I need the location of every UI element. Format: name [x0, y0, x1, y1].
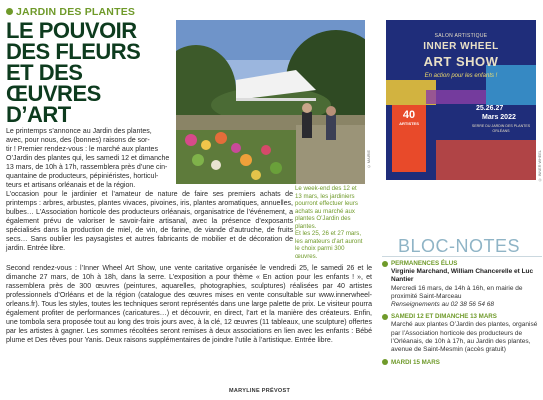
body-line: avec, pour nous, des (bonnes) raisons de sor-: [6, 136, 150, 144]
bullet-dot-icon: [382, 314, 388, 320]
bloc-line: Mercredi 16 mars, de 14h à 16h, en mairie de proximité Saint-Marceau: [391, 284, 523, 300]
bloc-head-text: MARDI 15 MARS: [391, 358, 440, 366]
poster-count: 40: [402, 109, 416, 121]
article-body-second: [6, 265, 372, 346]
bloc-item-head: [382, 313, 542, 320]
article-body: [6, 128, 362, 191]
bullet-dot-icon: [382, 261, 388, 267]
photo-credit: © MAIRIE: [367, 150, 371, 169]
author-byline: MARYLINE PRÉVOST: [229, 388, 291, 394]
headline-line: D’ART: [6, 102, 71, 127]
bullet-dot-icon: [382, 359, 388, 365]
poster-artist-count: [392, 105, 426, 172]
poster-credit: © INNER WHEEL: [538, 150, 542, 182]
poster-venue: SERRE DU JARDIN DES PLANTES ORLÉANS: [471, 124, 531, 133]
body-paragraph: Second rendez-vous : l’Inner Wheel Art Show, une vente caritative organisée le vendredi 25, le samedi 26 et le dimanche 27 mars, de 10h à 18h, dans la serre. L’exposition a pour thème « En action pour les enfants ! », et rassemblera près de 300 œuvres (peintures, aquarelles, photographies, sculptures) réalisées par 40 artistes professionnels d’Orléans et de la région (catalogue des œuvres mises en vente consultable sur www.innerwheel-orleans.fr). Tous les styles, toutes les techniques seront représentés dans une large palette de prix. Le visiteur pourra également profiter de performances (caricatures…) et découvrir, en direct, l’art et la manière des créateurs. Enfin, une tombola sera proposée tout au long des trois jours avec, à la clé, 12 œuvres (11 tableaux, une sculpture) offertes par les artistes à gagner. Les sommes récoltées seront remises à deux associations en lien avec les enfants : Bébé plume et Des rêves pour Yanis. Deux raisons supplémentaires de joindre l’utile à l’artistique. Entrée libre.: [6, 265, 372, 344]
bloc-line: Renseignements au 02 38 56 54 68: [391, 301, 494, 309]
body-line: 13 mars, de 10h à 17h, rassemblera près d’une cin-: [6, 163, 168, 171]
body-line: O’Jardin des plantes qui, les samedi 12 et dimanche: [6, 154, 170, 162]
bloc-item-head: [382, 260, 542, 267]
body-line: Le printemps s’annonce au Jardin des plantes,: [6, 128, 152, 135]
article-intro: [6, 128, 174, 191]
poster-count-label: ARTISTES: [399, 121, 419, 126]
poster-title: INNER WHEEL: [423, 41, 499, 52]
headline-line: LE POUVOIR: [6, 18, 137, 43]
bloc-item-head: [382, 359, 542, 366]
caption-line: Le week-end des 12 et 13 mars, les jardiniers pourront effectuer leurs achats au marché aux plantes O’Jardin des plantes.: [295, 185, 358, 230]
body-paragraph: L’occasion pour le jardinier et l’amateur de nature de faire ses premiers achats de printemps : arbres, arbustes, plantes vivaces, pivoines, iris, plantes aromatiques, annuelles, bulbes… L’Association horticole des producteurs orléanais, organisatrice de l’événement, a également prévu de valoriser le savoir-faire artisanal, avec la présence d’exposants spécialisés dans la production de miel, de vin, de farine, de viande d’autruche, de fruits secs… Sans oublier les paysagistes et autres fabricants de mobilier et de décoration de jardin. Entrée libre.: [6, 191, 293, 252]
headline-line: DES FLEURS: [6, 39, 141, 64]
bloc-item-body: [382, 321, 542, 354]
art-show-poster: [386, 20, 536, 180]
article-headline: [6, 20, 176, 125]
article-body-continued: [6, 191, 293, 254]
bloc-divider: [382, 256, 542, 257]
poster-title: ART SHOW: [423, 54, 499, 69]
headline-line: ET DES ŒUVRES: [6, 60, 101, 106]
bloc-head-text: PERMANENCES ÉLUS: [391, 260, 458, 267]
bloc-notes: [382, 260, 542, 367]
bloc-item-body: [382, 268, 542, 309]
bullet-dot-icon: [6, 8, 13, 15]
photo-caption: [295, 185, 365, 260]
section-kicker: [6, 6, 135, 18]
body-line: quantaine de producteurs, pépiniéristes, horticul-: [6, 172, 159, 180]
kicker-text: JARDIN DES PLANTES: [16, 6, 136, 18]
body-line: teurs et artisans orléanais et de la région.: [6, 181, 136, 189]
bloc-line: Virginie Marchand, William Chancerelle et Luc Nantier: [391, 268, 534, 284]
poster-year: Mars 2022: [482, 114, 516, 121]
poster-subtitle: SALON ARTISTIQUE: [434, 33, 488, 39]
caption-line: Et les 25, 26 et 27 mars, les amateurs d’art auront le choix parmi 300 œuvres.: [295, 230, 363, 260]
poster-dates: 25.26.27: [476, 105, 504, 112]
bloc-notes-title: BLOC-NOTES: [398, 236, 521, 256]
poster-tagline: En action pour les enfants !: [424, 73, 498, 79]
body-line: tir ! Premier rendez-vous : le marché aux plantes: [6, 145, 158, 153]
bloc-line: Marché aux plantes O’Jardin des plantes, organisé par l’Association horticole des producteurs de l’Orléanais, de 10h à 17h, au Jardin des plantes, avenue de Saint-Mesmin (accès gratuit): [391, 321, 538, 354]
bloc-head-text: SAMEDI 12 ET DIMANCHE 13 MARS: [391, 313, 497, 321]
